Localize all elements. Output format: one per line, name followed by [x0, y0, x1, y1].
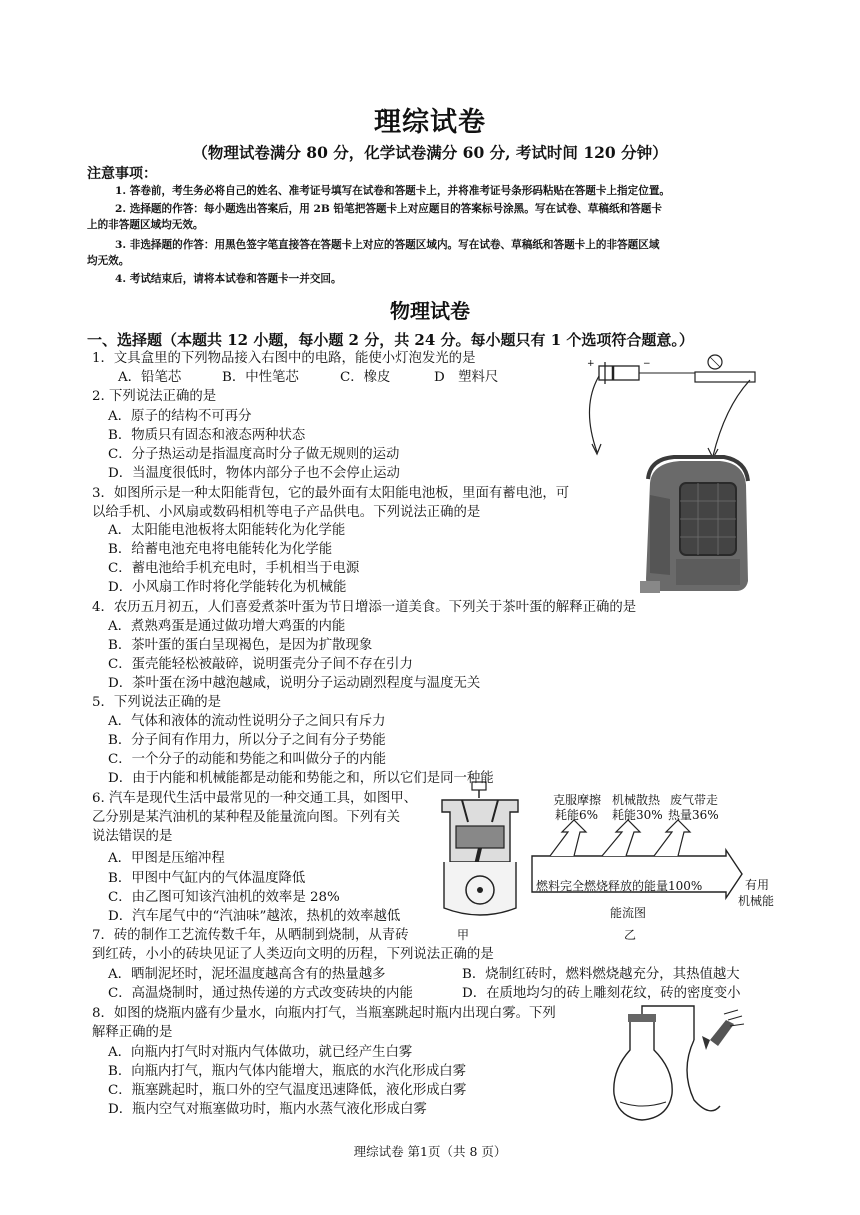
- q1-option-b: B．中性笔芯: [222, 370, 299, 385]
- q2-option-d: D．当温度很低时，物体内部分子也不会停止运动: [108, 466, 400, 481]
- notes-heading: 注意事项：: [87, 166, 157, 182]
- engine-cylinder-figure: [438, 782, 523, 920]
- q3-option-a: A．太阳能电池板将太阳能转化为化学能: [108, 523, 346, 538]
- note-2: 2. 选择题的作答：每小题选出答案后，用 2B 铅笔把答题卡上对应题目的答案标号涂黑。写在试卷、草稿纸和答题卡: [115, 203, 662, 215]
- input-energy-label: 燃料完全燃烧释放的能量100%: [536, 879, 703, 893]
- note-1: 1. 答卷前，考生务必将自己的姓名、准考证号填写在试卷和答题卡上，并将准考证号条形码粘贴在答题卡上指定位置。: [115, 185, 671, 197]
- q8-stem-line1: 8．如图的烧瓶内盛有少量水，向瓶内打气，当瓶塞跳起时瓶内出现白雾。下列: [92, 1006, 556, 1021]
- q8-option-d: D．瓶内空气对瓶塞做功时，瓶内水蒸气液化形成白雾: [108, 1102, 427, 1117]
- page-title: 理综试卷: [374, 107, 486, 138]
- q3-option-d: D．小风扇工作时将化学能转化为机械能: [108, 580, 347, 595]
- flask-pump-figure: [610, 1010, 745, 1125]
- note-2-cont: 上的非答题区域均无效。: [87, 219, 204, 231]
- q5-option-b: B．分子间有作用力，所以分子之间有分子势能: [108, 733, 386, 748]
- svg-text:+: +: [587, 359, 595, 369]
- q6-stem-line1: 6. 汽车是现代生活中最常见的一种交通工具，如图甲、: [92, 791, 418, 806]
- figure-label-jia: 甲: [457, 928, 470, 942]
- q5-option-c: C．一个分子的动能和势能之和叫做分子的内能: [108, 752, 387, 767]
- q6-option-a: A．甲图是压缩冲程: [108, 851, 225, 866]
- q7-stem-line1: 7．砖的制作工艺流传数千年，从晒制到烧制，从青砖: [92, 928, 409, 943]
- q2-stem: 2. 下列说法正确的是: [92, 389, 217, 404]
- q7-option-b: B．烧制红砖时，燃料燃烧越充分，其热值越大: [462, 967, 740, 982]
- useful-energy-line1: 有用: [745, 878, 770, 892]
- loss-heat-line1: 机械散热: [612, 793, 661, 807]
- note-3: 3. 非选择题的作答：用黑色签字笔直接答在答题卡上对应的答题区域内。写在试卷、草稿纸和答题卡上的非答题区域: [115, 239, 660, 251]
- q8-option-c: C．瓶塞跳起时，瓶口外的空气温度迅速降低，液化形成白雾: [108, 1083, 467, 1098]
- loss-exhaust-line2: 热量36%: [668, 808, 719, 822]
- q3-option-c: C．蓄电池给手机充电时，手机相当于电源: [108, 561, 360, 576]
- q6-option-d: D．汽车尾气中的“汽油味”越浓，热机的效率越低: [108, 909, 401, 924]
- q8-option-b: B．向瓶内打气，瓶内气体内能增大，瓶底的水汽化形成白雾: [108, 1064, 466, 1079]
- q6-option-b: B．甲图中气缸内的气体温度降低: [108, 871, 306, 886]
- loss-heat-line2: 耗能30%: [612, 808, 663, 822]
- q2-option-c: C．分子热运动是指温度高时分子做无规则的运动: [108, 447, 400, 462]
- part1-heading: 一、选择题（本题共 12 小题，每小题 2 分，共 24 分。每小题只有 1 个选项符合题意。）: [87, 331, 694, 349]
- q4-option-d: D．茶叶蛋在汤中越泡越咸，说明分子运动剧烈程度与温度无关: [108, 676, 481, 691]
- q6-option-c: C．由乙图可知该汽油机的效率是 28%: [108, 890, 340, 905]
- loss-exhaust-line1: 废气带走: [670, 793, 719, 807]
- q1-option-a: A．铅笔芯: [118, 370, 182, 385]
- note-4: 4. 考试结束后，请将本试卷和答题卡一并交回。: [115, 273, 342, 285]
- q4-stem: 4．农历五月初五，人们喜爱煮茶叶蛋为节日增添一道美食。下列关于茶叶蛋的解释正确的是: [92, 600, 637, 615]
- energy-flow-caption: 能流图: [610, 906, 647, 920]
- loss-friction-line2: 耗能6%: [555, 808, 599, 822]
- q2-option-b: B．物质只有固态和液态两种状态: [108, 428, 306, 443]
- circuit-figure: [585, 352, 760, 462]
- section-title: 物理试卷: [390, 299, 470, 323]
- q8-stem-line2: 解释正确的是: [92, 1025, 173, 1040]
- useful-energy-line2: 机械能: [738, 894, 775, 908]
- q5-option-d: D．由于内能和机械能都是动能和势能之和，所以它们是同一种能: [108, 771, 494, 786]
- q3-option-b: B．给蓄电池充电将电能转化为化学能: [108, 542, 333, 557]
- q4-option-a: A．煮熟鸡蛋是通过做功增大鸡蛋的内能: [108, 619, 346, 634]
- q5-stem: 5．下列说法正确的是: [92, 695, 222, 710]
- note-3-cont: 均无效。: [87, 255, 130, 267]
- svg-text:−: −: [643, 359, 651, 369]
- figure-label-yi: 乙: [624, 928, 637, 942]
- q7-option-a: A．晒制泥坯时，泥坯温度越高含有的热量越多: [108, 967, 386, 982]
- page-footer: 理综试卷 第1页（共 8 页）: [353, 1144, 507, 1159]
- q2-option-a: A．原子的结构不可再分: [108, 409, 252, 424]
- q7-option-d: D．在质地均匀的砖上雕刻花纹，砖的密度变小: [462, 986, 741, 1001]
- q5-option-a: A．气体和液体的流动性说明分子之间只有斥力: [108, 714, 386, 729]
- q6-stem-line2: 乙分别是某汽油机的某种程及能量流向图。下列有关: [92, 810, 400, 825]
- q8-option-a: A．向瓶内打气时对瓶内气体做功，就已经产生白雾: [108, 1045, 413, 1060]
- page-subtitle: （物理试卷满分 80 分，化学试卷满分 60 分, 考试时间 120 分钟）: [192, 143, 668, 162]
- loss-friction-line1: 克服摩擦: [553, 793, 602, 807]
- q3-stem-line2: 以给手机、小风扇或数码相机等电子产品供电。下列说法正确的是: [92, 505, 481, 520]
- q4-option-b: B．茶叶蛋的蛋白呈现褐色，是因为扩散现象: [108, 638, 373, 653]
- q4-option-c: C．蛋壳能轻松被敲碎，说明蛋壳分子间不存在引力: [108, 657, 413, 672]
- solar-backpack-image: [640, 455, 752, 595]
- q1-stem: 1．文具盒里的下列物品接入右图中的电路，能使小灯泡发光的是: [92, 351, 476, 366]
- q7-stem-line2: 到红砖，小小的砖块见证了人类迈向文明的历程，下列说法正确的是: [92, 947, 494, 962]
- q7-option-c: C．高温烧制时，通过热传递的方式改变砖块的内能: [108, 986, 413, 1001]
- q3-stem-line1: 3．如图所示是一种太阳能背包，它的最外面有太阳能电池板，里面有蓄电池，可: [92, 486, 570, 501]
- q6-stem-line3: 说法错误的是: [92, 829, 173, 844]
- q1-option-c: C．橡皮: [340, 370, 391, 385]
- q1-option-d: D 塑料尺: [434, 370, 499, 385]
